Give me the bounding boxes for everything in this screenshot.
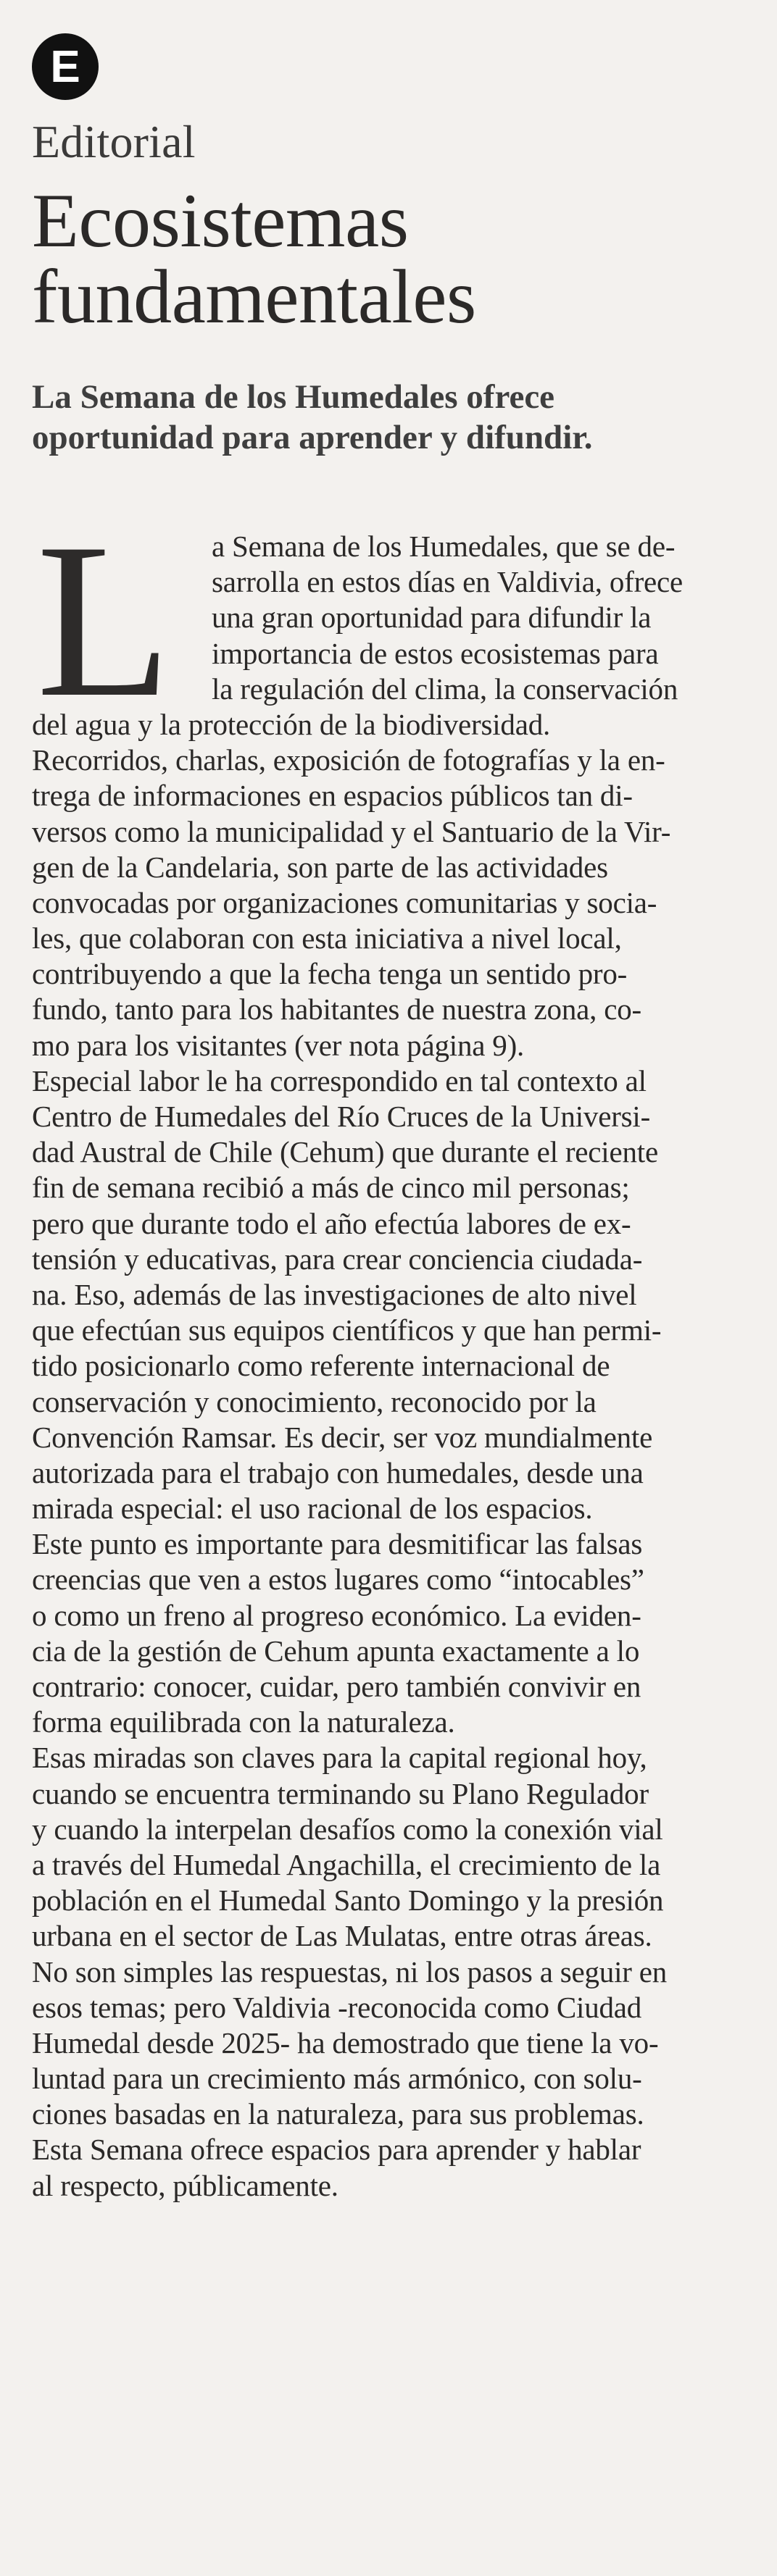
body-line: que efectúan sus equipos científicos y que han permi- <box>32 1313 662 1347</box>
body-line: gen de la Candelaria, son parte de las actividades <box>32 850 608 884</box>
body-line: convocadas por organizaciones comunitarias y socia- <box>32 885 657 919</box>
body-line: pero que durante todo el año efectúa labores de ex- <box>32 1206 631 1240</box>
body-line: Especial labor le ha correspondido en tal contexto al <box>32 1063 647 1097</box>
body-line: trega de informaciones en espacios públicos tan di- <box>32 779 633 813</box>
body-line: No son simples las respuestas, ni los pasos a seguir en <box>32 1954 668 1989</box>
body-line: contrario: conocer, cuidar, pero también convivir en <box>32 1670 641 1703</box>
body-line: dad Austral de Chile (Cehum) que durante el reciente <box>32 1135 658 1169</box>
body-line: forma equilibrada con la naturaleza. <box>32 1705 455 1739</box>
body-line: Recorridos, charlas, exposición de fotografías y la en- <box>32 743 665 777</box>
body-line: autorizada para el trabajo con humedales, desde una <box>32 1455 644 1489</box>
body-line: cuando se encuentra terminando su Plano Regulador <box>32 1776 649 1810</box>
body-line: y cuando la interpelan desafíos como la conexión vial <box>32 1812 663 1846</box>
body-line: luntad para un crecimiento más armónico, con solu- <box>32 2062 642 2096</box>
body-line: Esta Semana ofrece espacios para aprender y hablar <box>32 2133 641 2167</box>
subtitle-line: oportunidad para aprender y difundir. <box>32 419 593 456</box>
body-line: importancia de estos ecosistemas para <box>212 636 659 670</box>
body-line: Humedal desde 2025- ha demostrado que tiene la vo- <box>32 2025 659 2059</box>
body-line: contribuyendo a que la fecha tenga un sentido pro- <box>32 957 628 991</box>
article-body <box>32 498 745 2204</box>
body-line: al respecto, públicamente. <box>32 2168 338 2202</box>
body-line: Centro de Humedales del Río Cruces de la Universi- <box>32 1100 651 1133</box>
body-line: fundo, tanto para los habitantes de nuestra zona, co- <box>32 992 641 1026</box>
body-line: Convención Ramsar. Es decir, ser voz mundialmente <box>32 1420 653 1454</box>
title-line: Ecosistemas <box>32 178 409 263</box>
body-line: la regulación del clima, la conservación <box>212 672 678 706</box>
body-line: na. Eso, además de las investigaciones de alto nivel <box>32 1277 637 1311</box>
subtitle-line: La Semana de los Humedales ofrece <box>32 378 555 416</box>
body-line: una gran oportunidad para difundir la <box>212 601 652 635</box>
article-subtitle <box>32 377 742 458</box>
title-line: fundamentales <box>32 254 476 339</box>
body-line: versos como la municipalidad y el Santuario de la Vir- <box>32 814 671 848</box>
body-line: sarrolla en estos días en Valdivia, ofrece <box>212 565 683 599</box>
body-line: población en el Humedal Santo Domingo y la presión <box>32 1883 664 1918</box>
section-label: Editorial <box>32 116 196 167</box>
body-line: a Semana de los Humedales, que se de- <box>212 530 676 563</box>
body-line: esos temas; pero Valdivia -reconocida como Ciudad <box>32 1990 642 2024</box>
body-line: ciones basadas en la naturaleza, para sus problemas. <box>32 2097 644 2131</box>
body-line: conservación y conocimiento, reconocido por la <box>32 1384 597 1418</box>
body-line: Esas miradas son claves para la capital regional hoy, <box>32 1741 647 1775</box>
body-line: a través del Humedal Angachilla, el crecimiento de la <box>32 1847 661 1881</box>
drop-cap: L <box>36 498 172 743</box>
body-line: fin de semana recibió a más de cinco mil personas; <box>32 1171 630 1205</box>
body-line: les, que colaboran con esta iniciativa a nivel local, <box>32 921 622 955</box>
body-line: urbana en el sector de Las Mulatas, entre otras áreas. <box>32 1919 652 1953</box>
article-title <box>32 178 742 339</box>
body-line: tensión y educativas, para crear conciencia ciudada- <box>32 1242 643 1276</box>
body-line: del agua y la protección de la biodiversidad. <box>32 707 551 741</box>
body-line: cia de la gestión de Cehum apunta exactamente a lo <box>32 1634 640 1668</box>
body-line: Este punto es importante para desmitificar las falsas <box>32 1527 643 1561</box>
body-line: o como un freno al progreso económico. La eviden- <box>32 1598 641 1632</box>
editorial-badge <box>32 33 99 100</box>
body-line: mo para los visitantes (ver nota página 9). <box>32 1028 525 1062</box>
badge-letter: E <box>50 42 80 92</box>
body-line: creencias que ven a estos lugares como “intocables” <box>32 1563 644 1597</box>
body-line: mirada especial: el uso racional de los espacios. <box>32 1492 593 1526</box>
body-line: tido posicionarlo como referente internacional de <box>32 1349 610 1383</box>
